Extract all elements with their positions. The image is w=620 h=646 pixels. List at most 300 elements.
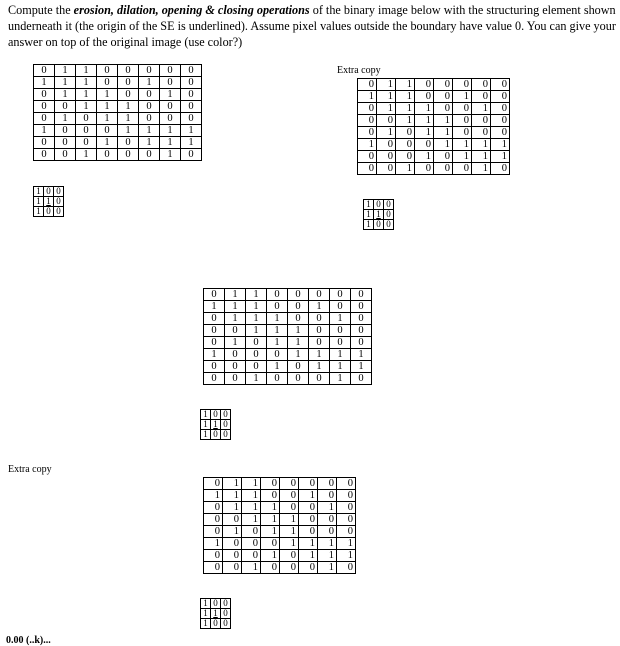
- pixel-cell: 0: [97, 65, 118, 77]
- pixel-cell: 0: [351, 325, 372, 337]
- se-cell: 0: [374, 200, 384, 210]
- pixel-cell: 1: [160, 89, 181, 101]
- pixel-cell: 1: [318, 562, 337, 574]
- pixel-cell: 1: [246, 313, 267, 325]
- pixel-cell: 0: [318, 526, 337, 538]
- pixel-cell: 0: [204, 514, 223, 526]
- pixel-cell: 0: [225, 373, 246, 385]
- pixel-cell: 0: [118, 65, 139, 77]
- pixel-cell: 1: [309, 301, 330, 313]
- pixel-cell: 1: [160, 125, 181, 137]
- pixel-cell: 0: [377, 139, 396, 151]
- pixel-cell: 0: [377, 163, 396, 175]
- pixel-cell: 0: [288, 289, 309, 301]
- binary-image-grid-middle: [203, 288, 372, 385]
- pixel-cell: 1: [330, 361, 351, 373]
- pixel-cell: 1: [118, 125, 139, 137]
- pixel-cell: 1: [472, 163, 491, 175]
- pixel-cell: 0: [261, 562, 280, 574]
- pixel-cell: 0: [288, 301, 309, 313]
- pixel-cell: 1: [242, 502, 261, 514]
- pixel-cell: 0: [34, 65, 55, 77]
- pixel-cell: 0: [280, 478, 299, 490]
- pixel-cell: 1: [55, 77, 76, 89]
- pixel-cell: 0: [318, 514, 337, 526]
- pixel-cell: 0: [246, 337, 267, 349]
- grid-table: [33, 64, 202, 161]
- pixel-cell: 1: [396, 91, 415, 103]
- pixel-cell: 1: [76, 77, 97, 89]
- se-cell: 0: [221, 420, 231, 430]
- pixel-cell: 1: [434, 139, 453, 151]
- grid-table: [200, 598, 231, 629]
- pixel-cell: 1: [337, 550, 356, 562]
- pixel-cell: 0: [204, 337, 225, 349]
- pixel-cell: 1: [453, 151, 472, 163]
- pixel-cell: 1: [246, 373, 267, 385]
- prompt-text-part2: of the binary image below with the structuring element shown underneath it (the origin of the SE is underlined). Assume pixel values outside the boundary have value 0. You can give your answer on top of the original image (use color?): [8, 3, 616, 49]
- pixel-cell: 0: [330, 289, 351, 301]
- pixel-cell: 1: [139, 137, 160, 149]
- pixel-cell: 1: [242, 562, 261, 574]
- pixel-cell: 0: [377, 151, 396, 163]
- pixel-cell: 1: [181, 137, 202, 149]
- extra-copy-label-top: Extra copy: [337, 65, 381, 76]
- pixel-cell: 1: [288, 337, 309, 349]
- pixel-cell: 1: [76, 89, 97, 101]
- pixel-cell: 0: [396, 151, 415, 163]
- pixel-cell: 0: [280, 490, 299, 502]
- structuring-element-middle: [200, 409, 231, 440]
- se-origin-cell: 1: [374, 210, 384, 220]
- se-origin-cell: 1: [211, 609, 221, 619]
- pixel-cell: 0: [309, 289, 330, 301]
- pixel-cell: 0: [34, 113, 55, 125]
- pixel-cell: 0: [472, 91, 491, 103]
- pixel-cell: 0: [453, 127, 472, 139]
- image-row: [204, 313, 372, 325]
- pixel-cell: 1: [76, 149, 97, 161]
- pixel-cell: 0: [55, 125, 76, 137]
- pixel-cell: 0: [453, 79, 472, 91]
- pixel-cell: 0: [160, 65, 181, 77]
- pixel-cell: 1: [225, 301, 246, 313]
- pixel-cell: 1: [97, 101, 118, 113]
- pixel-cell: 1: [204, 538, 223, 550]
- image-row: [358, 115, 510, 127]
- se-cell: 1: [201, 410, 211, 420]
- pixel-cell: 0: [204, 325, 225, 337]
- pixel-cell: 1: [225, 289, 246, 301]
- pixel-cell: 0: [358, 127, 377, 139]
- pixel-cell: 0: [55, 149, 76, 161]
- pixel-cell: 1: [453, 139, 472, 151]
- pixel-cell: 0: [225, 349, 246, 361]
- se-origin-cell: 1: [44, 197, 54, 207]
- pixel-cell: 0: [358, 115, 377, 127]
- pixel-cell: 0: [337, 562, 356, 574]
- image-row: [204, 325, 372, 337]
- se-cell: 0: [374, 220, 384, 230]
- pixel-cell: 0: [337, 478, 356, 490]
- pixel-cell: 1: [246, 289, 267, 301]
- binary-image-grid-original: [33, 64, 202, 161]
- pixel-cell: 0: [280, 502, 299, 514]
- pixel-cell: 0: [351, 337, 372, 349]
- se-cell: 1: [201, 420, 211, 430]
- pixel-cell: 0: [139, 101, 160, 113]
- pixel-cell: 1: [299, 550, 318, 562]
- pixel-cell: 0: [139, 113, 160, 125]
- pixel-cell: 1: [160, 149, 181, 161]
- se-cell: 0: [384, 220, 394, 230]
- image-row: [34, 89, 202, 101]
- pixel-cell: 0: [97, 149, 118, 161]
- se-row: [34, 207, 64, 217]
- pixel-cell: 0: [34, 137, 55, 149]
- pixel-cell: 0: [204, 550, 223, 562]
- grid-table: [357, 78, 510, 175]
- pixel-cell: 0: [242, 538, 261, 550]
- se-cell: 0: [221, 609, 231, 619]
- extra-copy-label-bottom: Extra copy: [8, 464, 52, 475]
- se-cell: 1: [364, 200, 374, 210]
- pixel-cell: 0: [55, 101, 76, 113]
- pixel-cell: 0: [223, 550, 242, 562]
- se-row: [201, 599, 231, 609]
- pixel-cell: 1: [309, 361, 330, 373]
- structuring-element-extra-bottom: [200, 598, 231, 629]
- pixel-cell: 1: [267, 313, 288, 325]
- pixel-cell: 0: [358, 79, 377, 91]
- pixel-cell: 0: [76, 113, 97, 125]
- grid-table: [203, 477, 356, 574]
- se-cell: 0: [384, 200, 394, 210]
- pixel-cell: 1: [299, 490, 318, 502]
- image-row: [204, 349, 372, 361]
- se-origin-cell: 1: [211, 420, 221, 430]
- grid-table: [203, 288, 372, 385]
- pixel-cell: 1: [415, 151, 434, 163]
- pixel-cell: 1: [76, 65, 97, 77]
- pixel-cell: 0: [434, 103, 453, 115]
- pixel-cell: 0: [337, 526, 356, 538]
- pixel-cell: 0: [181, 65, 202, 77]
- se-row: [34, 187, 64, 197]
- next-question-cut-off: 0.00 (..k)...: [6, 635, 51, 646]
- se-cell: 1: [34, 197, 44, 207]
- pixel-cell: 1: [377, 103, 396, 115]
- pixel-cell: 0: [118, 149, 139, 161]
- pixel-cell: 0: [223, 514, 242, 526]
- pixel-cell: 1: [55, 65, 76, 77]
- pixel-cell: 1: [288, 349, 309, 361]
- pixel-cell: 1: [318, 502, 337, 514]
- se-cell: 0: [211, 599, 221, 609]
- pixel-cell: 1: [396, 115, 415, 127]
- pixel-cell: 0: [267, 349, 288, 361]
- pixel-cell: 0: [204, 526, 223, 538]
- pixel-cell: 1: [55, 113, 76, 125]
- pixel-cell: 0: [204, 289, 225, 301]
- pixel-cell: 0: [204, 373, 225, 385]
- image-row: [204, 526, 356, 538]
- se-row: [201, 420, 231, 430]
- pixel-cell: 0: [261, 538, 280, 550]
- pixel-cell: 1: [472, 151, 491, 163]
- pixel-cell: 0: [139, 89, 160, 101]
- se-row: [364, 220, 394, 230]
- pixel-cell: 1: [267, 325, 288, 337]
- image-row: [204, 301, 372, 313]
- image-row: [204, 337, 372, 349]
- image-row: [34, 125, 202, 137]
- image-row: [204, 514, 356, 526]
- pixel-cell: 0: [472, 115, 491, 127]
- pixel-cell: 1: [309, 349, 330, 361]
- pixel-cell: 0: [396, 127, 415, 139]
- pixel-cell: 0: [267, 373, 288, 385]
- pixel-cell: 0: [118, 137, 139, 149]
- se-cell: 0: [54, 187, 64, 197]
- pixel-cell: 1: [358, 139, 377, 151]
- pixel-cell: 0: [396, 139, 415, 151]
- image-row: [34, 149, 202, 161]
- pixel-cell: 0: [181, 89, 202, 101]
- se-row: [201, 609, 231, 619]
- se-cell: 1: [201, 619, 211, 629]
- se-cell: 0: [211, 430, 221, 440]
- pixel-cell: 0: [472, 127, 491, 139]
- image-row: [34, 113, 202, 125]
- pixel-cell: 1: [491, 151, 510, 163]
- pixel-cell: 0: [299, 562, 318, 574]
- pixel-cell: 0: [280, 562, 299, 574]
- pixel-cell: 1: [377, 79, 396, 91]
- pixel-cell: 0: [242, 550, 261, 562]
- pixel-cell: 0: [337, 502, 356, 514]
- pixel-cell: 1: [118, 101, 139, 113]
- image-row: [34, 65, 202, 77]
- pixel-cell: 0: [288, 373, 309, 385]
- pixel-cell: 0: [97, 77, 118, 89]
- grid-table: [200, 409, 231, 440]
- se-cell: 1: [364, 220, 374, 230]
- pixel-cell: 0: [97, 125, 118, 137]
- pixel-cell: 0: [491, 91, 510, 103]
- pixel-cell: 0: [160, 101, 181, 113]
- pixel-cell: 0: [204, 313, 225, 325]
- binary-image-grid-extra-bottom: [203, 477, 356, 574]
- pixel-cell: 1: [434, 127, 453, 139]
- pixel-cell: 0: [309, 313, 330, 325]
- pixel-cell: 0: [34, 89, 55, 101]
- se-cell: 0: [44, 207, 54, 217]
- pixel-cell: 0: [351, 289, 372, 301]
- pixel-cell: 1: [351, 361, 372, 373]
- se-cell: 0: [54, 207, 64, 217]
- se-cell: 1: [201, 609, 211, 619]
- se-cell: 0: [384, 210, 394, 220]
- pixel-cell: 0: [351, 373, 372, 385]
- pixel-cell: 0: [204, 361, 225, 373]
- pixel-cell: 1: [223, 478, 242, 490]
- pixel-cell: 0: [453, 103, 472, 115]
- image-row: [204, 478, 356, 490]
- pixel-cell: 1: [472, 139, 491, 151]
- image-row: [204, 373, 372, 385]
- pixel-cell: 0: [434, 79, 453, 91]
- pixel-cell: 1: [453, 91, 472, 103]
- pixel-cell: 0: [288, 361, 309, 373]
- grid-table: [33, 186, 64, 217]
- pixel-cell: 1: [97, 89, 118, 101]
- pixel-cell: 1: [261, 550, 280, 562]
- pixel-cell: 1: [225, 337, 246, 349]
- image-row: [34, 101, 202, 113]
- pixel-cell: 1: [318, 550, 337, 562]
- pixel-cell: 0: [267, 301, 288, 313]
- pixel-cell: 0: [309, 373, 330, 385]
- pixel-cell: 0: [204, 502, 223, 514]
- pixel-cell: 0: [223, 562, 242, 574]
- pixel-cell: 0: [118, 77, 139, 89]
- pixel-cell: 0: [434, 151, 453, 163]
- structuring-element-extra-top: [363, 199, 394, 230]
- se-row: [201, 410, 231, 420]
- pixel-cell: 0: [181, 149, 202, 161]
- pixel-cell: 1: [242, 490, 261, 502]
- pixel-cell: 1: [118, 113, 139, 125]
- pixel-cell: 0: [434, 163, 453, 175]
- image-row: [204, 550, 356, 562]
- pixel-cell: 1: [76, 101, 97, 113]
- pixel-cell: 0: [434, 91, 453, 103]
- pixel-cell: 1: [280, 514, 299, 526]
- pixel-cell: 1: [34, 77, 55, 89]
- pixel-cell: 0: [330, 325, 351, 337]
- se-cell: 0: [221, 430, 231, 440]
- pixel-cell: 1: [330, 313, 351, 325]
- pixel-cell: 1: [97, 137, 118, 149]
- pixel-cell: 1: [204, 349, 225, 361]
- pixel-cell: 1: [472, 103, 491, 115]
- pixel-cell: 0: [34, 149, 55, 161]
- se-cell: 1: [201, 430, 211, 440]
- image-row: [358, 79, 510, 91]
- pixel-cell: 0: [309, 337, 330, 349]
- pixel-cell: 1: [396, 79, 415, 91]
- pixel-cell: 0: [118, 89, 139, 101]
- image-row: [204, 289, 372, 301]
- se-row: [201, 430, 231, 440]
- pixel-cell: 0: [299, 514, 318, 526]
- pixel-cell: 0: [299, 526, 318, 538]
- pixel-cell: 0: [337, 514, 356, 526]
- pixel-cell: 0: [34, 101, 55, 113]
- pixel-cell: 0: [299, 478, 318, 490]
- prompt-text-part1: Compute the: [8, 3, 74, 17]
- pixel-cell: 1: [139, 125, 160, 137]
- pixel-cell: 0: [358, 163, 377, 175]
- pixel-cell: 0: [160, 77, 181, 89]
- se-cell: 1: [34, 187, 44, 197]
- prompt-operations-emphasis: erosion, dilation, opening & closing operations: [73, 3, 310, 17]
- pixel-cell: 1: [160, 137, 181, 149]
- pixel-cell: 1: [34, 125, 55, 137]
- pixel-cell: 0: [491, 163, 510, 175]
- pixel-cell: 0: [491, 79, 510, 91]
- pixel-cell: 0: [204, 478, 223, 490]
- pixel-cell: 0: [225, 361, 246, 373]
- pixel-cell: 1: [396, 103, 415, 115]
- pixel-cell: 0: [330, 337, 351, 349]
- image-row: [358, 91, 510, 103]
- pixel-cell: 0: [267, 289, 288, 301]
- pixel-cell: 1: [223, 490, 242, 502]
- image-row: [204, 538, 356, 550]
- pixel-cell: 0: [415, 79, 434, 91]
- pixel-cell: 0: [453, 163, 472, 175]
- pixel-cell: 0: [246, 349, 267, 361]
- pixel-cell: 0: [472, 79, 491, 91]
- pixel-cell: 0: [204, 562, 223, 574]
- pixel-cell: 1: [223, 502, 242, 514]
- se-row: [364, 210, 394, 220]
- pixel-cell: 1: [246, 301, 267, 313]
- se-cell: 0: [221, 410, 231, 420]
- image-row: [358, 103, 510, 115]
- pixel-cell: 1: [358, 91, 377, 103]
- pixel-cell: 1: [261, 526, 280, 538]
- pixel-cell: 1: [280, 526, 299, 538]
- pixel-cell: 0: [299, 502, 318, 514]
- pixel-cell: 0: [139, 65, 160, 77]
- pixel-cell: 1: [225, 313, 246, 325]
- binary-image-grid-extra-top: [357, 78, 510, 175]
- pixel-cell: 0: [491, 127, 510, 139]
- image-row: [358, 139, 510, 151]
- image-row: [358, 151, 510, 163]
- se-cell: 0: [211, 619, 221, 629]
- pixel-cell: 0: [351, 301, 372, 313]
- pixel-cell: 1: [139, 77, 160, 89]
- pixel-cell: 0: [491, 115, 510, 127]
- pixel-cell: 1: [330, 349, 351, 361]
- pixel-cell: 0: [318, 490, 337, 502]
- pixel-cell: 0: [288, 313, 309, 325]
- pixel-cell: 0: [55, 137, 76, 149]
- pixel-cell: 0: [223, 538, 242, 550]
- structuring-element-original: [33, 186, 64, 217]
- image-row: [34, 137, 202, 149]
- pixel-cell: 1: [223, 526, 242, 538]
- pixel-cell: 0: [181, 113, 202, 125]
- pixel-cell: 1: [246, 325, 267, 337]
- se-row: [34, 197, 64, 207]
- image-row: [204, 502, 356, 514]
- pixel-cell: 0: [453, 115, 472, 127]
- image-row: [34, 77, 202, 89]
- pixel-cell: 0: [415, 139, 434, 151]
- pixel-cell: 0: [415, 91, 434, 103]
- pixel-cell: 0: [261, 490, 280, 502]
- pixel-cell: 0: [261, 478, 280, 490]
- pixel-cell: 1: [337, 538, 356, 550]
- pixel-cell: 1: [288, 325, 309, 337]
- se-cell: 0: [221, 599, 231, 609]
- pixel-cell: 0: [225, 325, 246, 337]
